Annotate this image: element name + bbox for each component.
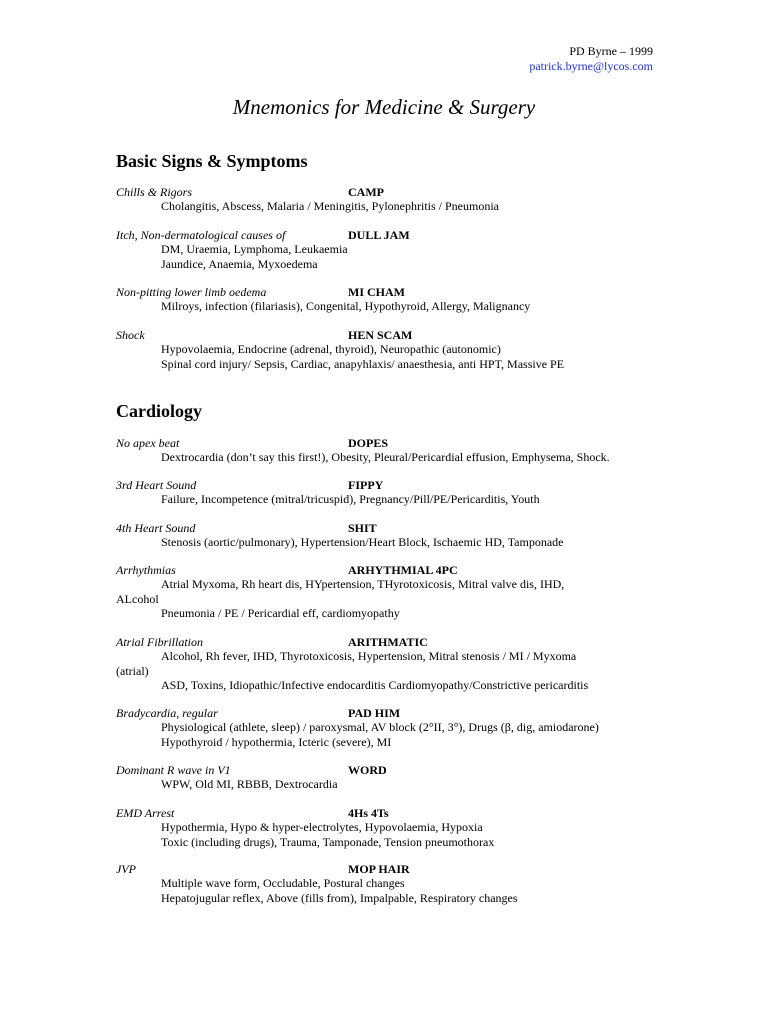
entry-topic: EMD Arrest xyxy=(116,806,175,820)
author-email-link[interactable]: patrick.byrne@lycos.com xyxy=(529,59,653,73)
entry-mnemonic: MI CHAM xyxy=(348,285,405,299)
entry-no-apex-beat xyxy=(116,436,676,465)
entry-line: Spinal cord injury/ Sepsis, Cardiac, anapyhlaxis/ anaesthesia, anti HPT, Massive PE xyxy=(161,356,565,371)
entry-topic: Dominant R wave in V1 xyxy=(116,763,231,777)
entry-mnemonic: HEN SCAM xyxy=(348,328,413,342)
entry-itch xyxy=(116,228,676,271)
entry-topic: JVP xyxy=(116,862,136,876)
entry-topic: Non-pitting lower limb oedema xyxy=(116,285,267,299)
entry-emd-arrest xyxy=(116,806,676,849)
entry-line: Hypovolaemia, Endocrine (adrenal, thyroid), Neuropathic (autonomic) xyxy=(161,342,501,357)
entry-line: Failure, Incompetence (mitral/tricuspid), Pregnancy/Pill/PE/Pericarditis, Youth xyxy=(161,492,540,507)
entry-topic: Chills & Rigors xyxy=(116,185,193,199)
entry-topic: Arrhythmias xyxy=(116,563,176,577)
section-heading-basic-signs: Basic Signs & Symptoms xyxy=(116,151,308,171)
entry-topic: Bradycardia, regular xyxy=(116,706,218,720)
entry-topic: No apex beat xyxy=(116,436,180,450)
entry-mnemonic: WORD xyxy=(348,763,387,777)
entry-line: ASD, Toxins, Idiopathic/Infective endocarditis Cardiomyopathy/Constrictive pericarditis xyxy=(161,678,589,693)
entry-chills-rigors xyxy=(116,185,676,214)
entry-mnemonic: DOPES xyxy=(348,436,389,450)
entry-mnemonic: FIPPY xyxy=(348,478,384,492)
entry-dominant-r-wave xyxy=(116,763,676,792)
entry-topic: Itch, Non-dermatological causes of xyxy=(116,228,286,242)
entry-line: Alcohol, Rh fever, IHD, Thyrotoxicosis, Hypertension, Mitral stenosis / MI / Myxoma xyxy=(161,649,577,664)
entry-line: Multiple wave form, Occludable, Postural changes xyxy=(161,876,405,891)
entry-line: Stenosis (aortic/pulmonary), Hypertension/Heart Block, Ischaemic HD, Tamponade xyxy=(161,535,564,550)
entry-mnemonic: 4Hs 4Ts xyxy=(348,806,389,820)
entry-mnemonic: ARHYTHMIAL 4PC xyxy=(348,563,458,577)
entry-mnemonic: SHIT xyxy=(348,521,377,535)
entry-line: Hypothermia, Hypo & hyper-electrolytes, Hypovolaemia, Hypoxia xyxy=(161,820,483,835)
entry-mnemonic: DULL JAM xyxy=(348,228,410,242)
document-title: Mnemonics for Medicine & Surgery xyxy=(232,95,536,119)
entry-arrhythmias xyxy=(116,563,676,621)
entry-line: Atrial Myxoma, Rh heart dis, HYpertension, THyrotoxicosis, Mitral valve dis, IHD, xyxy=(161,577,565,592)
entry-fourth-heart-sound xyxy=(116,521,676,550)
entry-line-wrap: (atrial) xyxy=(116,663,149,678)
entry-shock xyxy=(116,328,676,371)
entry-topic: 4th Heart Sound xyxy=(116,521,196,535)
entry-line: Milroys, infection (filariasis), Congenital, Hypothyroid, Allergy, Malignancy xyxy=(161,299,531,314)
entry-line: Dextrocardia (don’t say this first!), Obesity, Pleural/Pericardial effusion, Emphysema, Shock. xyxy=(161,450,610,465)
entry-line: WPW, Old MI, RBBB, Dextrocardia xyxy=(161,777,338,792)
entry-line: Physiological (athlete, sleep) / paroxysmal, AV block (2°II, 3°), Drugs (β, dig, amiodarone) xyxy=(161,720,599,735)
entry-bradycardia xyxy=(116,706,676,749)
author-line: PD Byrne – 1999 xyxy=(569,44,653,58)
entry-non-pitting-oedema xyxy=(116,285,676,314)
entry-line: Hypothyroid / hypothermia, Icteric (severe), MI xyxy=(161,734,392,749)
section-heading-cardiology: Cardiology xyxy=(116,401,203,421)
entry-topic: Atrial Fibrillation xyxy=(116,635,204,649)
entry-mnemonic: MOP HAIR xyxy=(348,862,410,876)
entry-line: DM, Uraemia, Lymphoma, Leukaemia xyxy=(161,242,348,257)
entry-line: Hepatojugular reflex, Above (fills from), Impalpable, Respiratory changes xyxy=(161,890,518,905)
entry-line: Jaundice, Anaemia, Myxoedema xyxy=(161,256,318,271)
entry-line: Cholangitis, Abscess, Malaria / Meningitis, Pylonephritis / Pneumonia xyxy=(161,199,499,214)
entry-mnemonic: CAMP xyxy=(348,185,384,199)
entry-third-heart-sound xyxy=(116,478,676,507)
entry-topic: 3rd Heart Sound xyxy=(116,478,197,492)
entry-mnemonic: PAD HIM xyxy=(348,706,401,720)
entry-line: Pneumonia / PE / Pericardial eff, cardiomyopathy xyxy=(161,606,400,621)
entry-line-wrap: ALcohol xyxy=(116,591,159,606)
entry-jvp xyxy=(116,862,676,905)
author-block xyxy=(529,44,653,74)
entry-atrial-fibrillation xyxy=(116,635,676,693)
entry-mnemonic: ARITHMATIC xyxy=(348,635,428,649)
entry-topic: Shock xyxy=(116,328,145,342)
entry-line: Toxic (including drugs), Trauma, Tamponade, Tension pneumothorax xyxy=(161,834,495,849)
